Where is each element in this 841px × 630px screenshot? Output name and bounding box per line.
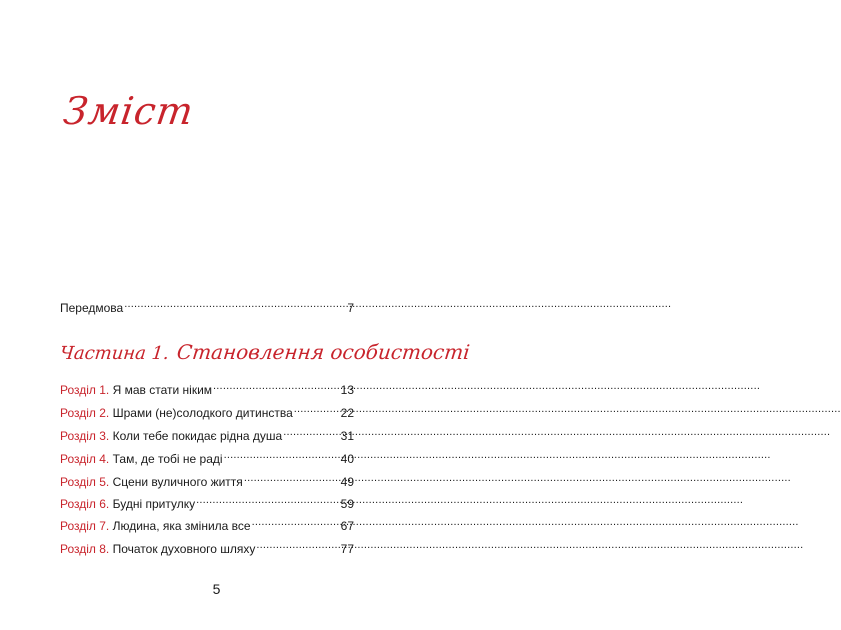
chapter-page: 59 bbox=[340, 497, 354, 511]
toc-entry-chapter-2 bbox=[60, 403, 354, 420]
dot-leader bbox=[244, 472, 340, 486]
toc-entry-chapter-8 bbox=[60, 539, 354, 556]
chapter-title: Будні притулку bbox=[112, 497, 196, 511]
chapter-number: Розділ 4. bbox=[60, 452, 110, 466]
chapter-title: Людина, яка змінила все bbox=[112, 519, 251, 533]
dot-leader bbox=[256, 539, 339, 553]
chapter-page: 67 bbox=[340, 519, 354, 533]
toc-entry-chapter-5 bbox=[60, 472, 354, 489]
chapter-number: Розділ 7. bbox=[60, 519, 110, 533]
toc-entry-chapter-6 bbox=[60, 494, 354, 511]
chapter-page: 22 bbox=[340, 406, 354, 420]
dot-leader bbox=[283, 426, 339, 440]
chapter-number: Розділ 8. bbox=[60, 542, 110, 556]
chapter-title: Я мав стати ніким bbox=[112, 383, 213, 397]
dot-leader bbox=[294, 403, 340, 417]
chapter-page: 13 bbox=[340, 383, 354, 397]
chapter-title: Там, де тобі не раді bbox=[112, 452, 223, 466]
chapter-page: 49 bbox=[340, 475, 354, 489]
toc-entry-title: Передмова bbox=[60, 301, 124, 315]
chapter-title: Початок духовного шляху bbox=[112, 542, 256, 556]
toc-entry-chapter-7 bbox=[60, 516, 354, 533]
part-heading bbox=[60, 340, 470, 364]
chapter-number: Розділ 6. bbox=[60, 497, 110, 511]
chapter-page: 31 bbox=[340, 429, 354, 443]
chapter-number: Розділ 5. bbox=[60, 475, 110, 489]
chapter-title: Коли тебе покидає рідна душа bbox=[112, 429, 283, 443]
chapter-number: Розділ 3. bbox=[60, 429, 110, 443]
toc-entry-chapter-1 bbox=[60, 380, 354, 397]
chapter-number: Розділ 2. bbox=[60, 406, 110, 420]
part-title: Становлення особистості bbox=[175, 340, 471, 364]
toc-entry-chapter-3 bbox=[60, 426, 354, 443]
chapter-title: Шрами (не)солодкого дитинства bbox=[112, 406, 293, 420]
dot-leader bbox=[213, 380, 340, 394]
toc-entry-chapter-4 bbox=[60, 449, 354, 466]
chapter-title: Сцени вуличного життя bbox=[112, 475, 243, 489]
part-label: Частина 1. bbox=[58, 343, 170, 364]
dot-leader bbox=[196, 494, 340, 508]
dot-leader bbox=[124, 298, 346, 312]
chapter-page: 40 bbox=[340, 452, 354, 466]
toc-entry-page: 7 bbox=[347, 301, 354, 315]
page-number: 5 bbox=[212, 581, 221, 597]
dot-leader bbox=[224, 449, 340, 463]
chapter-page: 77 bbox=[340, 542, 354, 556]
dot-leader bbox=[252, 516, 340, 530]
chapter-number: Розділ 1. bbox=[60, 383, 110, 397]
contents-heading: Зміст bbox=[60, 89, 197, 133]
toc-entry-preface bbox=[60, 298, 354, 315]
